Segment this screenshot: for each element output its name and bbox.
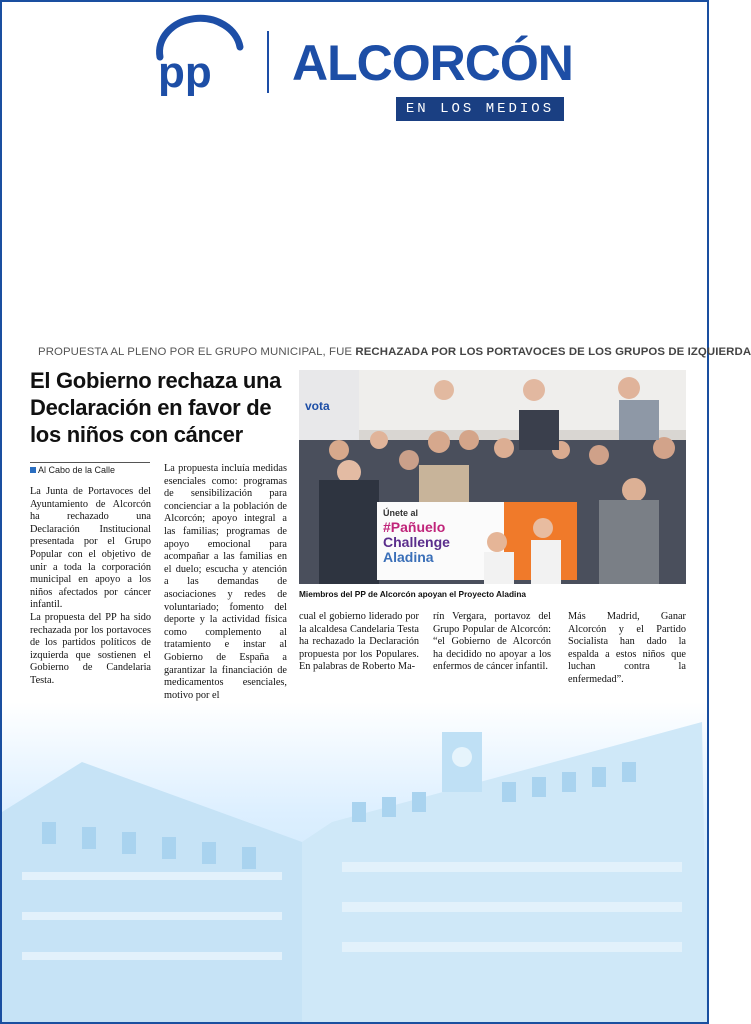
paragraph: cual el gobierno liderado por la alcaldesa Candelaria Testa ha rechazado la Declaración propuesta por los Populares. En palabras de Roberto Ma- bbox=[299, 611, 419, 673]
masthead-divider bbox=[267, 31, 269, 93]
pp-logo bbox=[154, 27, 246, 97]
column-5 bbox=[568, 611, 686, 687]
svg-text:pp: pp bbox=[158, 48, 212, 97]
masthead bbox=[154, 27, 573, 122]
banner-line-4: Aladina bbox=[383, 549, 434, 565]
paragraph: La Junta de Portavoces del Ayuntamiento de Alcorcón ha rechazado una Declaración Institucional presentada por el Grupo Popular con el objetivo de unir a toda la corporación municipal en apoyo a los niños afectados por cáncer infantil. bbox=[30, 486, 151, 611]
byline-square-icon bbox=[30, 467, 36, 473]
kicker bbox=[38, 346, 751, 358]
city-hall-watermark bbox=[2, 702, 707, 1022]
photo-wall-text: vota bbox=[305, 399, 330, 413]
column-4 bbox=[433, 611, 551, 674]
paragraph: La propuesta incluía medidas esenciales como: programas de sensibilización para concienciar a la población de Alcorcón; apoyo integral a las familias; programas de apoyo emocional para acompañar a las familias en el duelo; escucha y atención a las demandas de asociaciones y redes de voluntariado; fomento del deporte y la actividad física como complemento al tratamiento e instar al Gobierno de España a garantizar la financiación de medicamentos esenciales, motivo por el bbox=[164, 463, 287, 701]
kicker-plain: PROPUESTA AL PLENO POR EL GRUPO MUNICIPAL, FUE bbox=[38, 346, 356, 358]
banner-line-1: Únete al bbox=[383, 508, 419, 518]
headline: El Gobierno rechaza una Declaración en favor de los niños con cáncer bbox=[30, 368, 282, 447]
section-tag: EN LOS MEDIOS bbox=[396, 97, 564, 121]
column-2 bbox=[164, 463, 287, 702]
byline bbox=[30, 462, 150, 475]
paragraph: Más Madrid, Ganar Alcorcón y el Partido Socialista han dado la espalda a estos niños que luchan contra la enfermedad”. bbox=[568, 611, 686, 685]
paragraph: La propuesta del PP ha sido rechazada por los portavoces de los partidos políticos de izquierda que sostienen el Gobierno de Candelaria Testa. bbox=[30, 611, 151, 686]
column-1 bbox=[30, 486, 151, 688]
byline-text: Al Cabo de la Calle bbox=[38, 465, 116, 475]
group-photo bbox=[299, 370, 686, 584]
banner-line-3: Challenge bbox=[383, 534, 450, 550]
kicker-bold: RECHAZADA POR LOS PORTAVOCES DE LOS GRUPOS DE IZQUIERDA bbox=[355, 346, 751, 358]
banner-line-2: #Pañuelo bbox=[383, 519, 446, 535]
photo-caption: Miembros del PP de Alcorcón apoyan el Proyecto Aladina bbox=[299, 589, 526, 599]
paragraph: rín Vergara, portavoz del Grupo Popular de Alcorcón: “el Gobierno de Alcorcón ha decidido no apoyar a los enfermos de cáncer infantil. bbox=[433, 611, 551, 673]
brand-name: ALCORCÓN bbox=[292, 35, 573, 91]
column-3 bbox=[299, 611, 419, 674]
